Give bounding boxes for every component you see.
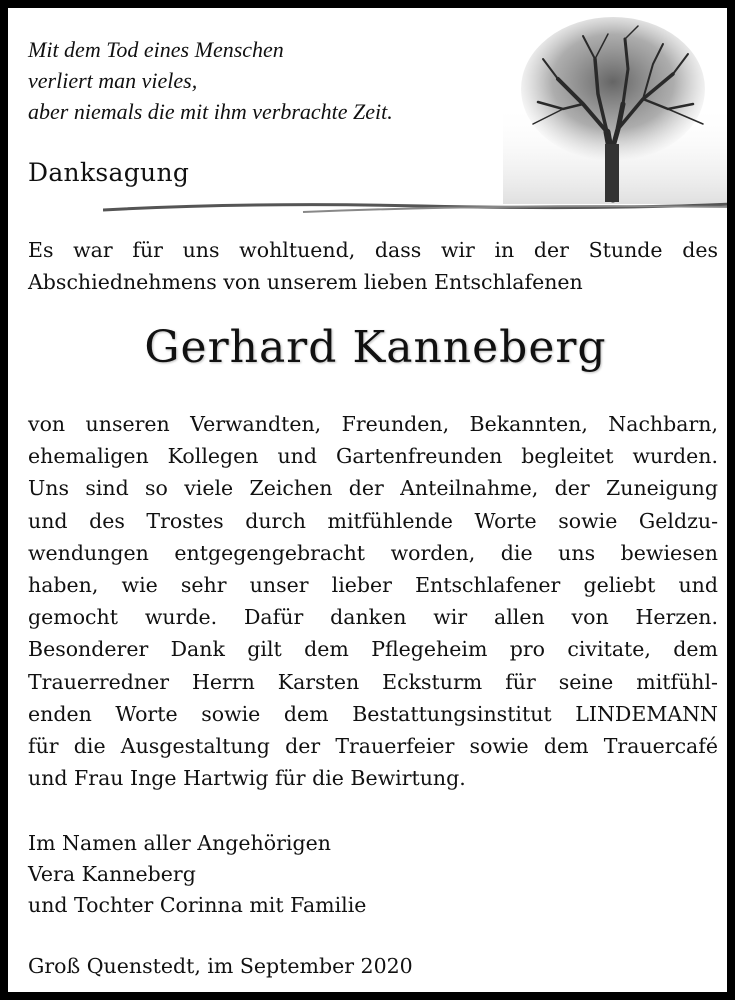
page-title: Danksagung	[28, 158, 190, 187]
intro-line: Abschiednehmens von unserem lieben Entschlafenen	[28, 270, 583, 294]
text-line: Trauerredner Herrn Karsten Ecksturm für seine mitfühl-	[28, 669, 718, 694]
place-date: Groß Quenstedt, im September 2020	[28, 954, 413, 978]
quote-line: Mit dem Tod eines Menschen	[28, 37, 284, 62]
ground-line	[103, 198, 733, 218]
intro-line: Es war für uns wohltuend, dass wir in der Stunde des	[28, 238, 718, 262]
signature-line: Im Namen aller Angehörigen	[28, 831, 331, 855]
quote-line: aber niemals die mit ihm verbrachte Zeit.	[28, 99, 393, 124]
signature-line: und Tochter Corinna mit Familie	[28, 893, 367, 917]
text-line: von unseren Verwandten, Freunden, Bekannten, Nachbarn,	[28, 412, 718, 436]
signature-block	[28, 828, 366, 921]
signature-line: Vera Kanneberg	[28, 862, 196, 886]
text-line: und Frau Inge Hartwig für die Bewirtung.	[28, 766, 466, 791]
quote-line: verliert man vieles,	[28, 68, 198, 93]
text-line: und des Trostes durch mitfühlende Worte sowie Geldzu-	[28, 508, 718, 533]
text-line: haben, wie sehr unser lieber Entschlafener geliebt und	[28, 573, 718, 598]
memorial-quote	[28, 34, 393, 127]
text-line: für die Ausgestaltung der Trauerfeier sowie dem Trauercafé	[28, 734, 718, 759]
text-line: ehemaligen Kollegen und Gartenfreunden begleitet wurden.	[28, 444, 718, 469]
thanks-paragraph	[28, 408, 718, 794]
text-line: gemocht wurde. Dafür danken wir allen von Herzen.	[28, 605, 718, 630]
text-line: wendungen entgegengebracht worden, die uns bewiesen	[28, 540, 718, 565]
text-line: Uns sind so viele Zeichen der Anteilnahme, der Zuneigung	[28, 476, 718, 501]
text-line: Besonderer Dank gilt dem Pflegeheim pro civitate, dem	[28, 637, 718, 662]
deceased-name: Gerhard Kanneberg	[144, 322, 607, 373]
tree-illustration	[503, 14, 728, 214]
intro-paragraph	[28, 234, 718, 298]
text-line: enden Worte sowie dem Bestattungsinstitut LINDEMANN	[28, 701, 718, 726]
